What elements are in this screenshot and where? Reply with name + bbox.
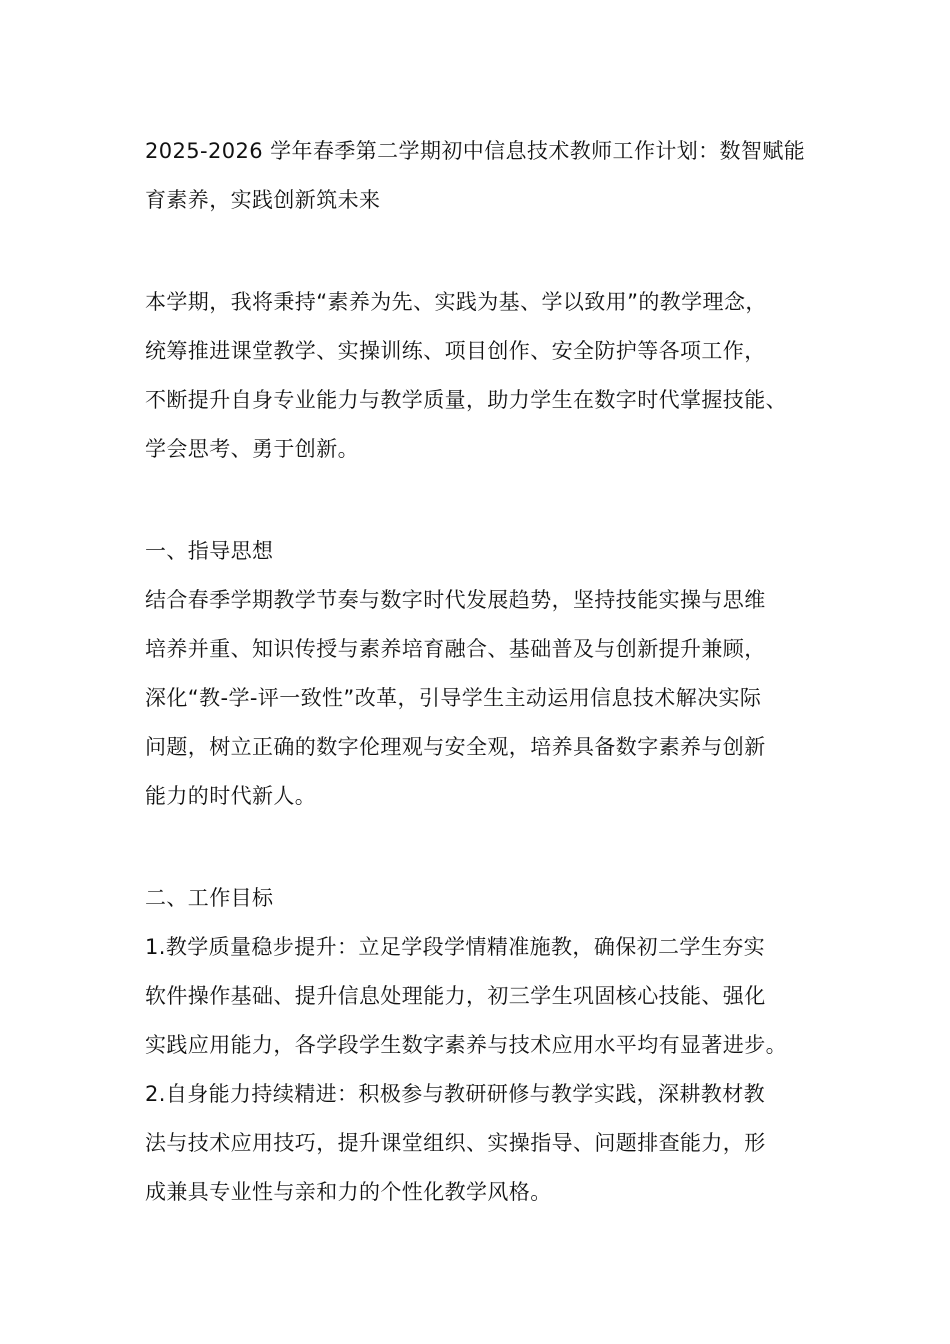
section-paragraph-line: 培养并重、知识传授与素养培育融合、基础普及与创新提升兼顾， — [145, 637, 766, 661]
section-paragraph-line: 能力的时代新人。 — [145, 784, 317, 808]
section-paragraph-line: 1.教学质量稳步提升：立足学段学情精准施教，确保初二学生夯实 — [145, 935, 766, 959]
document-title-line: 育素养，实践创新筑未来 — [145, 188, 381, 212]
intro-paragraph-line: 学会思考、勇于创新。 — [145, 437, 359, 461]
section-paragraph-line: 深化“教-学-评一致性”改革，引导学生主动运用信息技术解决实际 — [145, 686, 762, 710]
intro-paragraph-line: 不断提升自身专业能力与教学质量，助力学生在数字时代掌握技能、 — [145, 388, 787, 412]
section-heading: 一、指导思想 — [145, 539, 274, 563]
section-paragraph-line: 问题，树立正确的数字伦理观与安全观，培养具备数字素养与创新 — [145, 735, 766, 759]
document-title-line: 2025-2026 学年春季第二学期初中信息技术教师工作计划：数智赋能 — [145, 139, 806, 163]
section-paragraph-line: 成兼具专业性与亲和力的个性化教学风格。 — [145, 1180, 552, 1204]
section-paragraph-line: 2.自身能力持续精进：积极参与教研研修与教学实践，深耕教材教 — [145, 1082, 766, 1106]
section-paragraph-line: 实践应用能力，各学段学生数字素养与技术应用水平均有显著进步。 — [145, 1033, 787, 1057]
intro-paragraph-line: 统筹推进课堂教学、实操训练、项目创作、安全防护等各项工作， — [145, 339, 766, 363]
section-paragraph-line: 软件操作基础、提升信息处理能力，初三学生巩固核心技能、强化 — [145, 984, 766, 1008]
section-paragraph-line: 结合春季学期教学节奏与数字时代发展趋势，坚持技能实操与思维 — [145, 588, 766, 612]
section-paragraph-line: 法与技术应用技巧，提升课堂组织、实操指导、问题排查能力，形 — [145, 1131, 766, 1155]
intro-paragraph-line: 本学期，我将秉持“素养为先、实践为基、学以致用”的教学理念， — [145, 290, 767, 314]
section-heading: 二、工作目标 — [145, 886, 274, 910]
